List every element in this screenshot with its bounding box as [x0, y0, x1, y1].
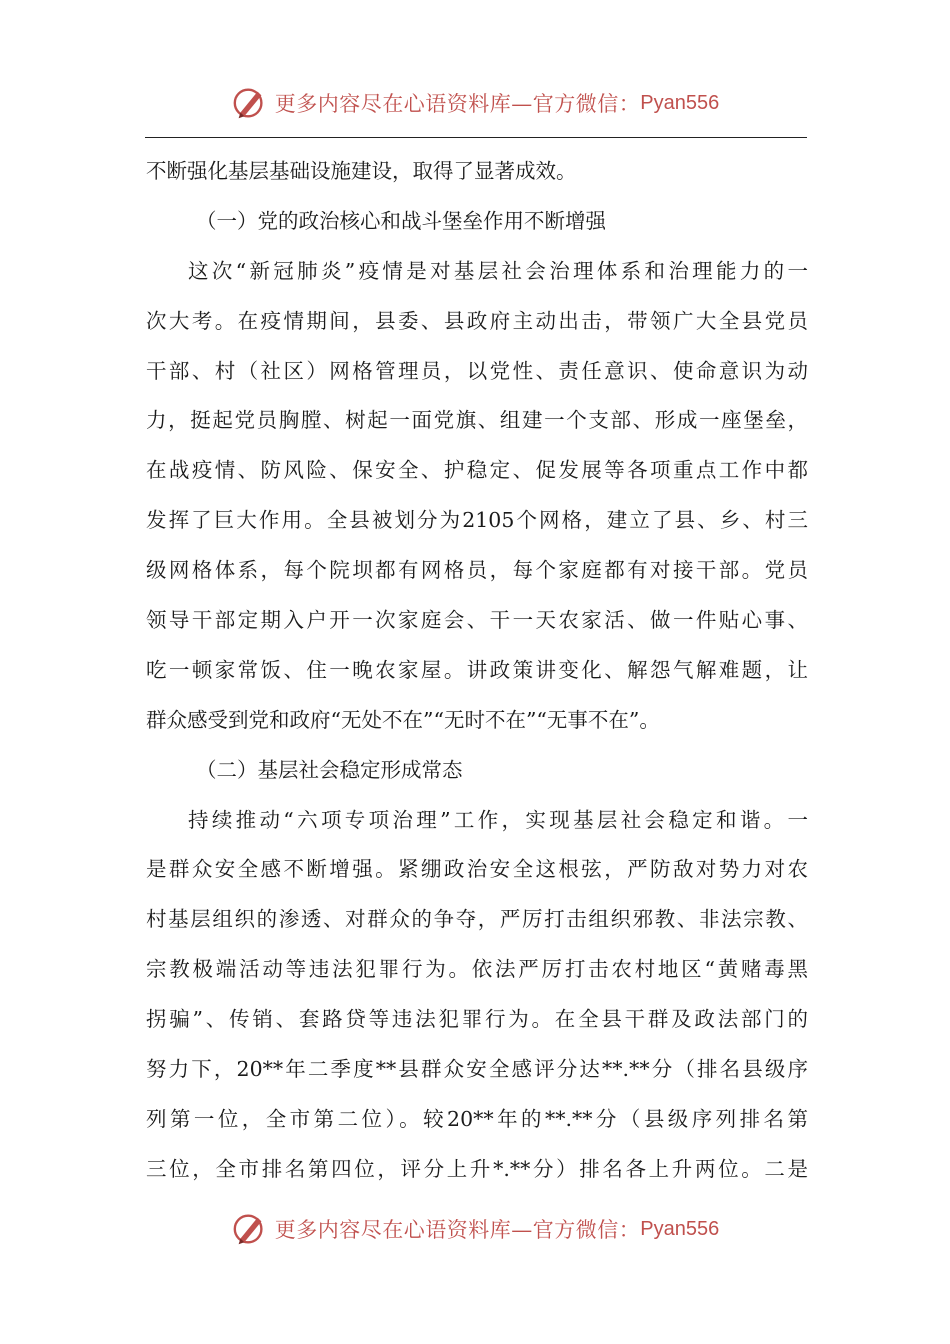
text-line: 是群众安全感不断增强。紧绷政治安全这根弦，严防敌对势力对农: [146, 857, 808, 882]
text-line: 努力下，20**年二季度**县群众安全感评分达**.**分（排名县级序: [146, 1057, 808, 1082]
text-line: 领导干部定期入户开一次家庭会、干一天农家活、做一件贴心事、: [146, 608, 808, 633]
text-line: 吃一顿家常饭、住一晚农家屋。讲政策讲变化、解怨气解难题，让: [146, 657, 808, 682]
header-banner-text: 更多内容尽在心语资料库—官方微信：: [274, 92, 641, 116]
footer-banner-text: 更多内容尽在心语资料库—官方微信：: [274, 1218, 641, 1242]
text-line: 不断强化基层基础设施建设，取得了显著成效。: [146, 159, 577, 183]
section-heading-1: （一）党的政治核心和战斗堡垒作用不断增强: [196, 208, 606, 233]
pen-logo-icon: [231, 84, 269, 122]
text-line: 次大考。在疫情期间，县委、县政府主动出击，带领广大全县党员: [146, 308, 808, 333]
text-line: 这次“新冠肺炎”疫情是对基层社会治理体系和治理能力的一: [188, 258, 808, 283]
text-line: 列第一位，全市第二位）。较20**年的**.**分（县级序列排名第: [146, 1106, 808, 1131]
text-line: 在战疫情、防风险、保安全、护稳定、促发展等各项重点工作中都: [146, 458, 808, 483]
text-line: 发挥了巨大作用。全县被划分为2105个网格，建立了县、乡、村三: [146, 508, 808, 533]
text-line: 村基层组织的渗透、对群众的争夺，严厉打击组织邪教、非法宗教、: [146, 907, 808, 932]
header-banner-id: Pyan556: [640, 91, 720, 114]
header-banner: [0, 78, 950, 128]
text-line: 群众感受到党和政府“无处不在”“无时不在”“无事不在”。: [146, 707, 660, 732]
text-line: 三位，全市排名第四位，评分上升*.**分）排名各上升两位。二是: [146, 1156, 808, 1181]
text-line: 宗教极端活动等违法犯罪行为。依法严厉打击农村地区“黄赌毒黑: [146, 957, 808, 982]
document-body: [146, 147, 808, 1195]
header-rule: [145, 137, 807, 138]
text-line: 级网格体系，每个院坝都有网格员，每个家庭都有对接干部。党员: [146, 558, 808, 583]
footer-banner: [0, 1204, 950, 1254]
text-line: 干部、村（社区）网格管理员，以党性、责任意识、使命意识为动: [146, 358, 808, 383]
text-line: 持续推动“六项专项治理”工作，实现基层社会稳定和谐。一: [188, 807, 808, 832]
text-line: 拐骗”、传销、套路贷等违法犯罪行为。在全县干群及政法部门的: [146, 1007, 808, 1032]
text-line: 力，挺起党员胸膛、树起一面党旗、组建一个支部、形成一座堡垒，: [146, 408, 808, 433]
section-heading-2: （二）基层社会稳定形成常态: [196, 757, 463, 782]
footer-banner-id: Pyan556: [640, 1217, 720, 1240]
pen-logo-icon: [231, 1210, 269, 1248]
